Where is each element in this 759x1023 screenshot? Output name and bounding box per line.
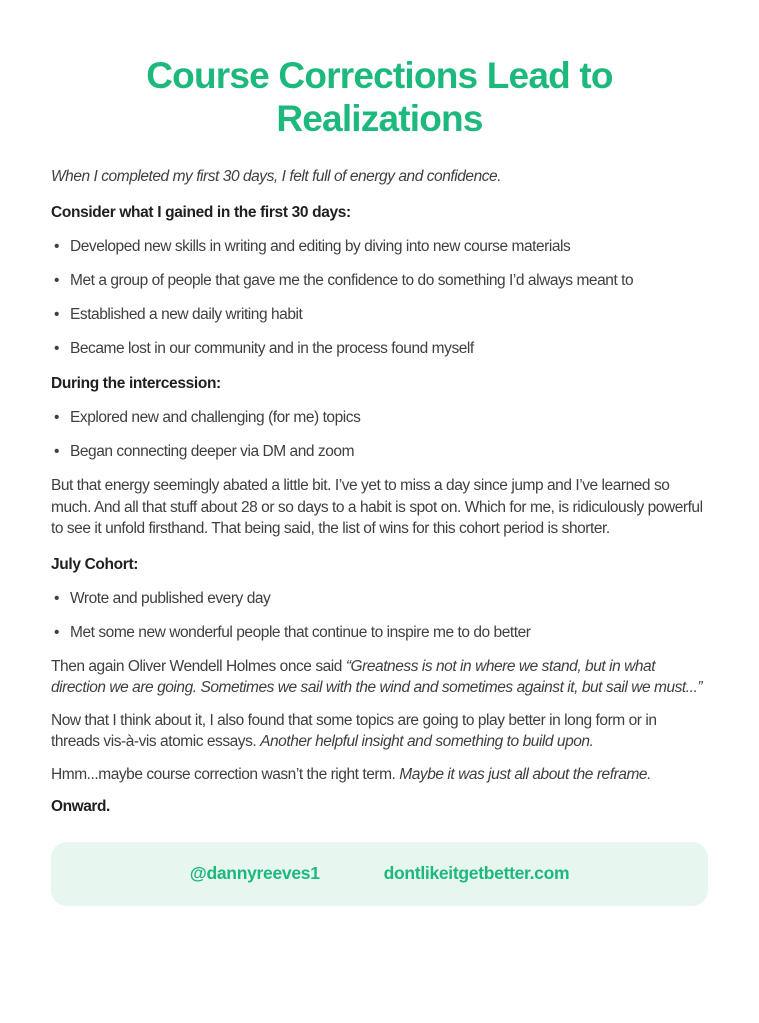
intro-paragraph: When I completed my first 30 days, I felt full of energy and confidence. bbox=[51, 168, 502, 185]
body-paragraph-quote bbox=[51, 656, 708, 699]
bullet-text: Met some new wonderful people that continue to inspire me to do better bbox=[70, 623, 531, 641]
body-paragraph-topics bbox=[51, 710, 708, 753]
body-paragraph-energy: But that energy seemingly abated a little bit. I’ve yet to miss a day since jump and I’ve learned so much. And all that stuff about 28 or so days to a habit is spot on. Which for me, is ridiculously powerful to see it unfold firsthand. That being said, the list of wins for this cohort period is shorter. bbox=[51, 477, 703, 537]
author-handle: @dannyreeves1 bbox=[189, 863, 320, 883]
bullet-text: Wrote and published every day bbox=[70, 589, 271, 607]
bullet-item bbox=[51, 441, 708, 463]
page-title: Course Corrections Lead to Realizations bbox=[146, 55, 613, 139]
bullet-item bbox=[51, 304, 708, 326]
bullet-icon bbox=[51, 238, 70, 255]
bullet-text: Became lost in our community and in the process found myself bbox=[70, 339, 474, 357]
bullet-item bbox=[51, 407, 708, 429]
website-link: dontlikeitgetbetter.com bbox=[383, 863, 570, 883]
bullet-icon bbox=[51, 590, 70, 607]
bullet-icon bbox=[51, 272, 70, 289]
bullet-item bbox=[51, 338, 708, 360]
section-heading-intercession: During the intercession: bbox=[51, 375, 221, 392]
holmes-quote: “Greatness is not in where we stand, but in what direction we are going. Sometimes we sail with the wind and sometimes against it, but sail we must...” bbox=[51, 657, 703, 696]
bullet-item bbox=[51, 588, 708, 610]
quote-lead-in: Then again Oliver Wendell Holmes once said bbox=[51, 657, 346, 675]
bullet-item bbox=[51, 236, 708, 258]
bullet-icon bbox=[51, 624, 70, 641]
bullet-item bbox=[51, 622, 708, 644]
bullet-text: Developed new skills in writing and editing by diving into new course materials bbox=[70, 237, 571, 255]
body-paragraph-reframe bbox=[51, 764, 708, 786]
reframe-text: Hmm...maybe course correction wasn’t the right term. bbox=[51, 765, 400, 783]
topics-text: Now that I think about it, I also found that some topics are going to play better in long form or in threads vis-à-vis atomic essays. bbox=[51, 711, 657, 750]
section-heading-first-30-days: Consider what I gained in the first 30 days: bbox=[51, 203, 351, 221]
bullet-icon bbox=[51, 443, 70, 460]
closing-line: Onward. bbox=[51, 798, 110, 815]
bullet-text: Explored new and challenging (for me) topics bbox=[70, 409, 361, 426]
bullet-icon bbox=[51, 340, 70, 357]
bullet-icon bbox=[51, 409, 70, 426]
bullet-text: Met a group of people that gave me the confidence to do something I’d always meant to bbox=[70, 271, 634, 289]
bullet-text: Began connecting deeper via DM and zoom bbox=[70, 443, 355, 460]
section-heading-july-cohort: July Cohort: bbox=[51, 555, 139, 573]
reframe-insight: Maybe it was just all about the reframe. bbox=[399, 765, 651, 783]
bullet-text: Established a new daily writing habit bbox=[70, 305, 303, 323]
bullet-icon bbox=[51, 306, 70, 323]
bullet-item bbox=[51, 270, 708, 292]
footer-card bbox=[51, 842, 708, 906]
topics-insight: Another helpful insight and something to build upon. bbox=[260, 733, 594, 750]
